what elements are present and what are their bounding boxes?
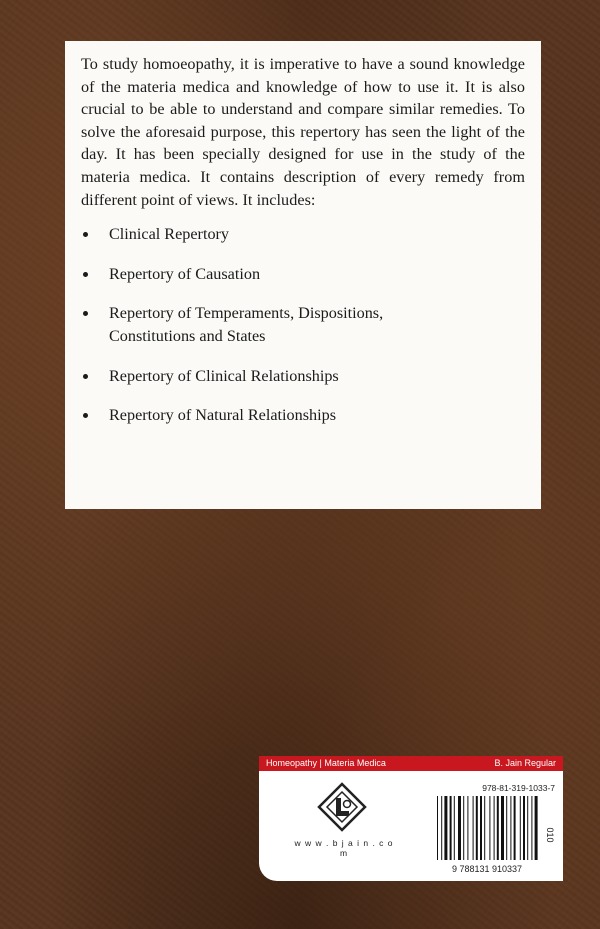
barcode-bar <box>531 796 532 860</box>
barcode-bar <box>437 796 438 860</box>
barcode-bar <box>506 796 507 860</box>
barcode-bar <box>523 796 525 860</box>
barcode-bars <box>437 796 538 860</box>
bullet-icon <box>83 272 88 277</box>
barcode-bar <box>494 796 495 860</box>
barcode-bar <box>450 796 452 860</box>
list-item <box>81 404 525 427</box>
barcode-bar <box>458 796 461 860</box>
barcode-bar <box>514 796 516 860</box>
bullet-icon <box>83 232 88 237</box>
barcode-bar <box>467 796 468 860</box>
list-item-text: Repertory of Temperaments, Dispositions, <box>109 304 384 323</box>
barcode-bar <box>473 796 474 860</box>
publisher-logo <box>289 782 399 874</box>
series-text: B. Jain Regular <box>494 758 556 768</box>
intro-paragraph: To study homoeopathy, it is imperative to have a sound knowledge of the materia medica and knowledge of how to use it. It is also crucial to be able to understand and compare similar remedies. To solve the aforesaid purpose, this repertory has seen the light of the day. It has been specially designed for use in the study of the materia medica. It contains description of every remedy from different point of views. It includes: <box>81 55 525 209</box>
bullet-icon <box>83 311 88 316</box>
price-code-text: 010 <box>545 827 555 843</box>
isbn-text: 978-81-319-1033-7 <box>482 783 555 793</box>
description-panel <box>65 41 541 509</box>
barcode-bar <box>441 796 442 860</box>
list-item-text: Repertory of Natural Relationships <box>109 406 337 425</box>
list-item <box>81 302 525 347</box>
list-item <box>81 365 525 388</box>
barcode-bar <box>444 796 447 860</box>
bullet-icon <box>83 413 88 418</box>
barcode-bar <box>463 796 464 860</box>
barcode-bar <box>497 796 499 860</box>
category-strip <box>259 756 563 771</box>
barcode-bar <box>476 796 478 860</box>
list-item-text: Repertory of Causation <box>109 264 261 283</box>
barcode-icon <box>435 794 555 876</box>
barcode-bar <box>484 796 485 860</box>
bullet-icon <box>83 374 88 379</box>
list-item <box>81 263 525 286</box>
website-text: w w w . b j a i n . c o m <box>294 838 394 858</box>
category-text: Homeopathy | Materia Medica <box>266 758 386 768</box>
barcode-bar <box>454 796 455 860</box>
barcode-digits-text: 9 788131 910337 <box>451 864 523 874</box>
barcode-bar <box>489 796 490 860</box>
list-item-text-continued: Constitutions and States <box>109 326 266 345</box>
list-item-text: Repertory of Clinical Relationships <box>109 366 339 385</box>
list-item-text: Clinical Repertory <box>109 225 230 244</box>
publisher-label <box>259 756 563 881</box>
barcode-bar <box>527 796 528 860</box>
barcode-bar <box>510 796 511 860</box>
features-list <box>81 223 525 427</box>
barcode-bar <box>480 796 482 860</box>
list-item <box>81 223 525 246</box>
barcode-bar <box>501 796 504 860</box>
barcode-bar <box>535 796 538 860</box>
bjain-logo-icon <box>317 782 367 832</box>
barcode-bar <box>520 796 521 860</box>
